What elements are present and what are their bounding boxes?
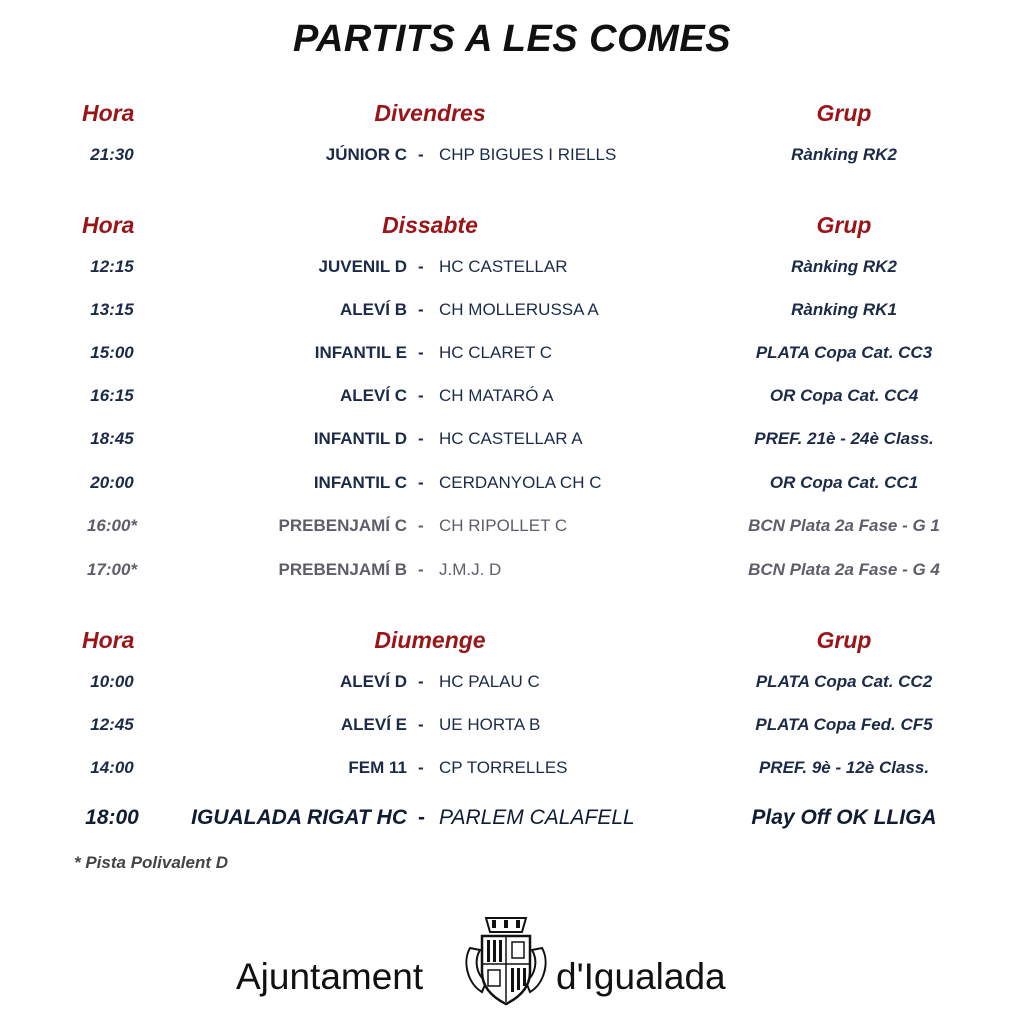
match-group: OR Copa Cat. CC1 — [769, 473, 919, 492]
match-home-team: ALEVÍ E — [340, 715, 407, 734]
header-hora: Hora — [82, 212, 135, 238]
match-away-team: PARLEM CALAFELL — [439, 806, 635, 829]
coat-of-arms-icon — [462, 912, 550, 1008]
match-row — [0, 429, 1024, 455]
match-away-team: UE HORTA B — [439, 715, 541, 734]
header-day-dissabte: Dissabte — [382, 212, 478, 238]
match-group: OR Copa Cat. CC4 — [769, 386, 919, 405]
match-separator: - — [418, 145, 424, 164]
match-home-team: FEM 11 — [348, 758, 407, 777]
match-away-team: HC CLARET C — [439, 343, 553, 362]
match-separator: - — [418, 758, 424, 777]
match-group: Rànking RK2 — [791, 145, 897, 164]
page-title: PARTITS A LES COMES — [292, 18, 732, 60]
match-away-team: HC PALAU C — [439, 672, 540, 691]
match-separator: - — [418, 386, 424, 405]
match-time: 21:30 — [90, 145, 134, 164]
match-away-team: CERDANYOLA CH C — [439, 473, 602, 492]
header-hora: Hora — [82, 627, 135, 653]
match-home-team: INFANTIL D — [313, 429, 407, 448]
match-group: BCN Plata 2a Fase - G 4 — [748, 560, 940, 579]
match-row — [0, 386, 1024, 412]
match-separator: - — [418, 672, 424, 691]
match-home-team: ALEVÍ C — [339, 386, 407, 405]
match-row — [0, 145, 1024, 171]
match-row — [0, 758, 1024, 784]
match-row — [0, 300, 1024, 326]
footer-igualada: d'Igualada — [556, 956, 726, 997]
match-away-team: CH RIPOLLET C — [439, 516, 568, 535]
match-separator: - — [418, 257, 424, 276]
header-hora: Hora — [82, 100, 135, 126]
match-separator: - — [418, 715, 424, 734]
match-time: 15:00 — [90, 343, 134, 362]
header-grup: Grup — [816, 627, 872, 653]
match-time: 13:15 — [90, 300, 134, 319]
match-away-team: CH MATARÓ A — [439, 386, 554, 405]
match-group: PREF. 9è - 12è Class. — [758, 758, 930, 777]
match-home-team: PREBENJAMÍ B — [278, 560, 407, 579]
match-away-team: HC CASTELLAR — [439, 257, 568, 276]
match-away-team: CP TORRELLES — [439, 758, 568, 777]
match-away-team: CH MOLLERUSSA A — [439, 300, 599, 319]
match-group: PREF. 21è - 24è Class. — [754, 429, 934, 448]
match-time: 18:45 — [90, 429, 134, 448]
match-row — [0, 715, 1024, 741]
match-row — [0, 473, 1024, 499]
match-group: BCN Plata 2a Fase - G 1 — [748, 516, 940, 535]
match-time: 12:15 — [90, 257, 134, 276]
match-home-team: INFANTIL C — [313, 473, 407, 492]
match-separator: - — [418, 516, 424, 535]
match-time: 10:00 — [90, 672, 134, 691]
match-time: 16:00* — [86, 516, 138, 535]
match-time: 20:00 — [90, 473, 134, 492]
match-home-team: IGUALADA RIGAT HC — [191, 806, 407, 829]
match-separator: - — [418, 429, 424, 448]
match-separator: - — [418, 343, 424, 362]
footer-ajuntament: Ajuntament — [236, 956, 424, 997]
match-row — [0, 672, 1024, 698]
match-home-team: INFANTIL E — [314, 343, 407, 362]
match-row — [0, 560, 1024, 586]
match-home-team: ALEVÍ D — [339, 672, 407, 691]
match-group: PLATA Copa Cat. CC2 — [755, 672, 933, 691]
match-group: Play Off OK LLIGA — [751, 806, 937, 829]
match-home-team: JUVENIL D — [318, 257, 407, 276]
match-home-team: JÚNIOR C — [325, 145, 407, 164]
match-group: Rànking RK1 — [791, 300, 897, 319]
match-separator: - — [418, 300, 424, 319]
match-separator: - — [418, 473, 424, 492]
match-row — [0, 343, 1024, 369]
match-time: 12:45 — [90, 715, 134, 734]
match-away-team: CHP BIGUES I RIELLS — [439, 145, 617, 164]
match-home-team: PREBENJAMÍ C — [278, 516, 407, 535]
match-group: PLATA Copa Fed. CF5 — [755, 715, 933, 734]
match-time: 18:00 — [85, 806, 139, 829]
header-grup: Grup — [816, 212, 872, 238]
header-grup: Grup — [816, 100, 872, 126]
header-day-divendres: Divendres — [374, 100, 486, 126]
footnote: * Pista Polivalent D — [74, 853, 228, 872]
match-away-team: HC CASTELLAR A — [439, 429, 583, 448]
match-group: Rànking RK2 — [791, 257, 897, 276]
match-separator: - — [418, 806, 425, 829]
match-group: PLATA Copa Cat. CC3 — [755, 343, 933, 362]
match-time: 14:00 — [90, 758, 134, 777]
match-time: 17:00* — [86, 560, 138, 579]
match-row — [0, 257, 1024, 283]
header-day-diumenge: Diumenge — [374, 627, 486, 653]
match-separator: - — [418, 560, 424, 579]
match-away-team: J.M.J. D — [439, 560, 502, 579]
match-time: 16:15 — [90, 386, 134, 405]
match-home-team: ALEVÍ B — [339, 300, 407, 319]
match-row-featured — [0, 806, 1024, 832]
match-row — [0, 516, 1024, 542]
